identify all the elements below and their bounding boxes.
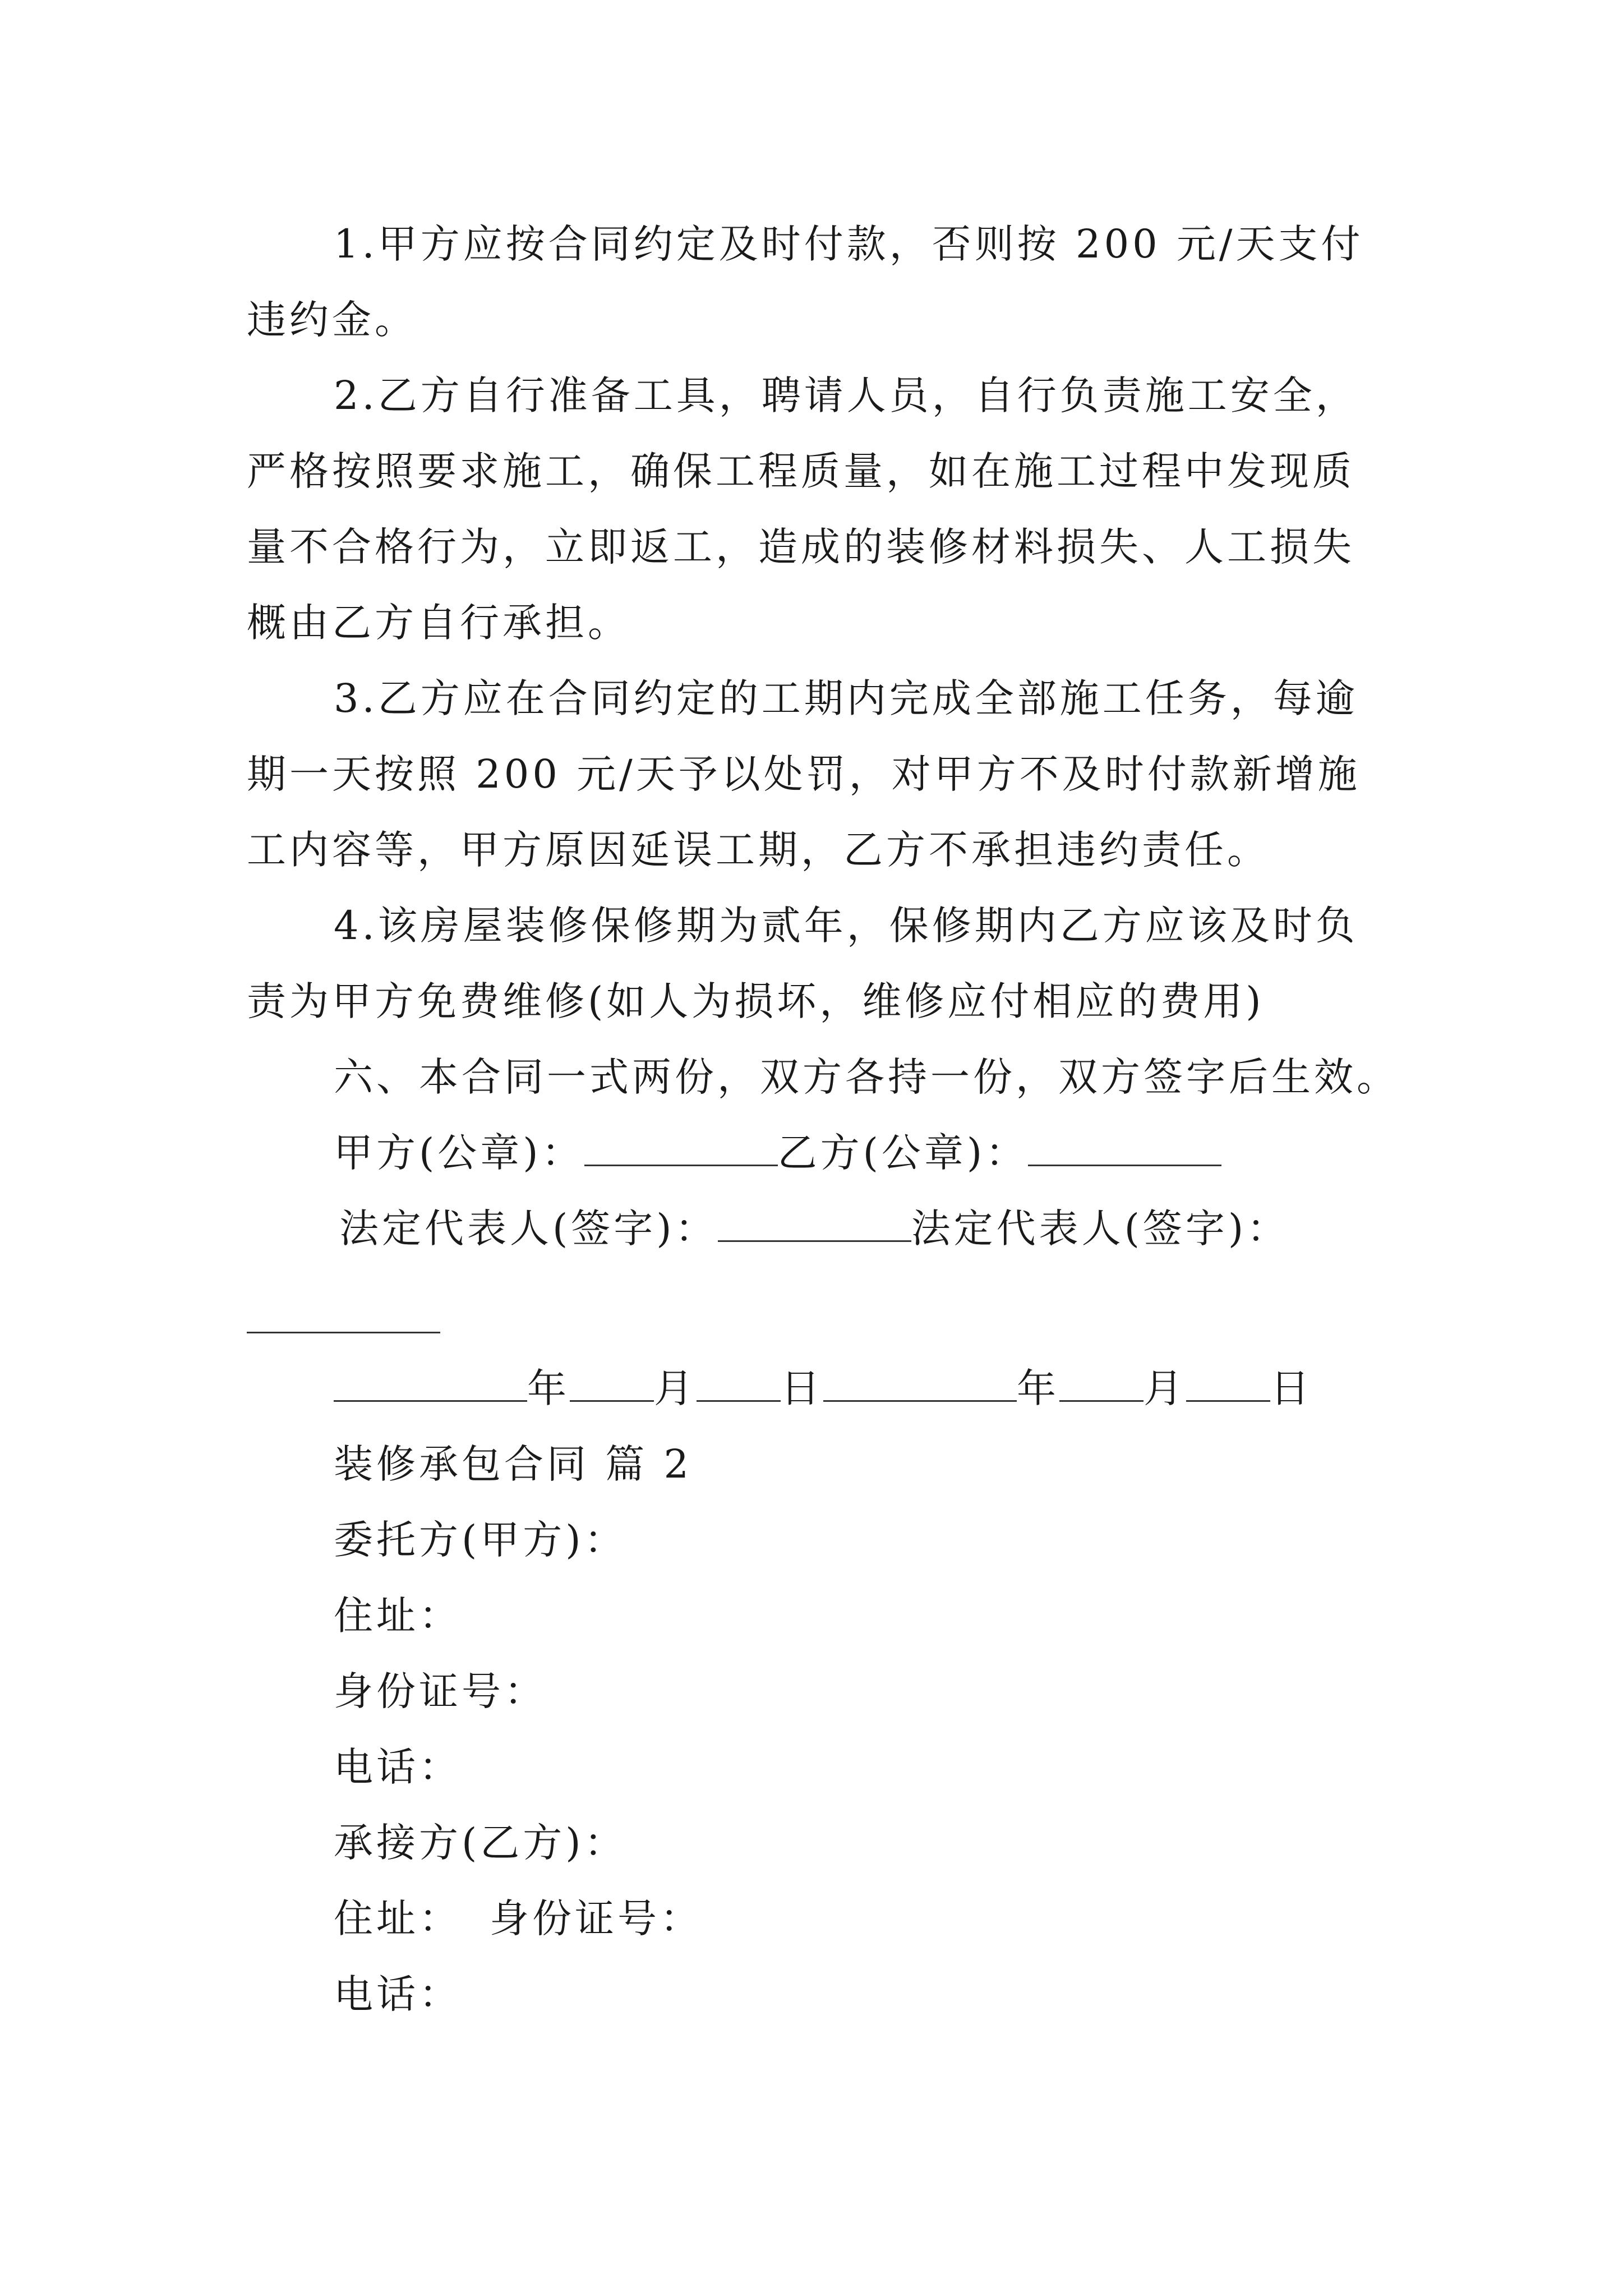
clause-2-line-2: 严格按照要求施工，确保工程质量，如在施工过程中发现质 [247, 448, 1355, 494]
clause-3-line-2: 期一天按照 200 元/天予以处罚，对甲方不及时付款新增施 [247, 751, 1361, 797]
contractor-info-line [334, 1890, 703, 1947]
seal-line [334, 1125, 1221, 1181]
day-b-label: 日 [1270, 1365, 1313, 1411]
clause-2-line-3: 量不合格行为，立即返工，造成的装修材料损失、人工损失 [247, 524, 1355, 570]
rep-b-label: 法定代表人(签字)： [911, 1205, 1290, 1251]
party-a-seal-blank [584, 1131, 778, 1166]
day-a-label: 日 [781, 1365, 823, 1411]
year-a-label: 年 [527, 1365, 570, 1411]
clause-4-line-1: 4.该房屋装修保修期为贰年，保修期内乙方应该及时负 [334, 903, 1358, 949]
clause-3-line-3: 工内容等，甲方原因延误工期，乙方不承担违约责任。 [247, 827, 1270, 873]
clause-1-line-2: 违约金。 [247, 297, 417, 343]
year-a-blank [334, 1366, 527, 1402]
year-b-blank [823, 1366, 1017, 1402]
clause-2-line-1: 2.乙方自行准备工具，聘请人员，自行负责施工安全， [334, 372, 1358, 418]
section-six: 六、本合同一式两份，双方各持一份，双方签字后生效。 [334, 1054, 1399, 1100]
contractor-label: 承接方(乙方)： [334, 1820, 627, 1866]
date-line [334, 1360, 1313, 1416]
party-a-seal-label: 甲方(公章)： [334, 1130, 584, 1176]
party-b-seal-label: 乙方(公章)： [777, 1130, 1029, 1176]
month-b-label: 月 [1144, 1365, 1186, 1411]
month-b-blank [1059, 1366, 1144, 1402]
month-a-label: 月 [654, 1365, 697, 1411]
day-b-blank [1186, 1366, 1270, 1402]
clause-2-line-4: 概由乙方自行承担。 [247, 600, 630, 646]
rep-b-blank [247, 1332, 440, 1333]
client-phone-label: 电话： [334, 1744, 462, 1790]
contract-2-title: 装修承包合同 篇 2 [334, 1441, 693, 1487]
clause-3-line-1: 3.乙方应在合同约定的工期内完成全部施工任务，每逾 [334, 675, 1358, 721]
day-a-blank [697, 1366, 781, 1402]
year-b-label: 年 [1017, 1365, 1059, 1411]
contractor-address-label: 住址： [334, 1895, 462, 1941]
clause-4-line-2: 责为甲方免费维修(如人为损坏，维修应付相应的费用) [247, 978, 1265, 1024]
client-label: 委托方(甲方)： [334, 1517, 627, 1563]
contractor-id-label: 身份证号： [490, 1895, 703, 1941]
client-address-label: 住址： [334, 1593, 462, 1639]
contractor-phone-label: 电话： [334, 1971, 462, 2017]
party-b-seal-blank [1028, 1131, 1221, 1166]
client-id-label: 身份证号： [334, 1668, 547, 1714]
clause-1-line-1: 1.甲方应按合同约定及时付款，否则按 200 元/天支付 [334, 221, 1364, 267]
representative-line [339, 1200, 1289, 1257]
rep-a-blank [718, 1207, 911, 1242]
month-a-blank [570, 1366, 654, 1402]
rep-a-label: 法定代表人(签字)： [339, 1205, 718, 1251]
